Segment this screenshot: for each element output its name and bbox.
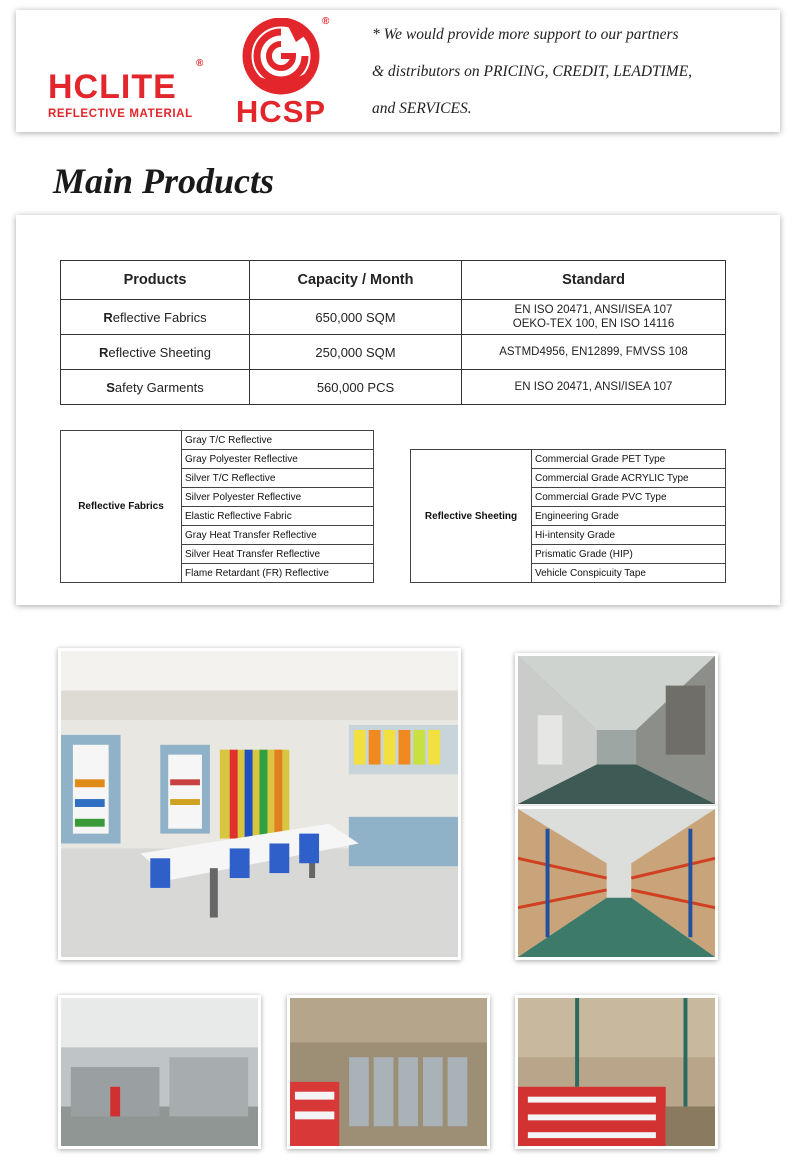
header-banner	[16, 10, 780, 132]
warehouse-racks-photo	[515, 806, 718, 960]
hclite-logo-text: HCLITE	[48, 68, 177, 106]
item-cell: Commercial Grade ACRYLIC Type	[532, 469, 726, 488]
table-row	[411, 450, 726, 469]
capacity-cell: 650,000 SQM	[250, 300, 462, 335]
main-products-title: Main Products	[53, 161, 275, 201]
capacity-cell: 250,000 SQM	[250, 335, 462, 370]
hcsp-emblem-icon	[226, 18, 336, 98]
item-cell: Vehicle Conspicuity Tape	[532, 564, 726, 583]
production-floor-photo	[58, 995, 261, 1149]
showroom-photo	[58, 648, 461, 960]
standard-line: EN ISO 20471, ANSI/ISEA 107	[514, 304, 673, 316]
capacity-cell: 560,000 PCS	[250, 370, 462, 405]
standard-cell: ASTMD4956, EN12899, FMVSS 108	[462, 335, 726, 370]
standard-cell	[462, 300, 726, 335]
table-row	[61, 300, 726, 335]
registered-mark: ®	[196, 58, 204, 69]
product-initial: S	[106, 379, 115, 395]
item-cell: Commercial Grade PVC Type	[532, 488, 726, 507]
hclite-logo	[48, 70, 193, 120]
hclite-logo-subtitle: REFLECTIVE MATERIAL	[48, 108, 193, 120]
hcsp-logo-text: HCSP	[235, 94, 327, 129]
table-row	[61, 431, 374, 450]
column-header: Products	[61, 261, 250, 300]
standard-line: OEKO-TEX 100, EN ISO 14116	[512, 318, 675, 330]
product-name: eflective Fabrics	[112, 309, 207, 325]
hcsp-logo	[226, 18, 336, 128]
column-header: Standard	[462, 261, 726, 300]
slogan-line: & distributors on PRICING, CREDIT, LEADTIME,	[372, 63, 693, 80]
item-cell: Silver Polyester Reflective	[182, 488, 374, 507]
category-cell: Reflective Fabrics	[61, 431, 182, 583]
products-panel	[16, 215, 780, 605]
item-cell: Elastic Reflective Fabric	[182, 507, 374, 526]
registered-mark-hcsp: ®	[322, 16, 330, 27]
item-cell: Commercial Grade PET Type	[532, 450, 726, 469]
product-cell	[61, 370, 250, 405]
product-name: afety Garments	[114, 379, 204, 395]
fabrics-table	[60, 430, 374, 583]
product-name: eflective Sheeting	[108, 344, 211, 360]
table-header-row	[61, 261, 726, 300]
item-cell: Silver Heat Transfer Reflective	[182, 545, 374, 564]
product-initial: R	[103, 309, 113, 325]
category-cell: Reflective Sheeting	[411, 450, 532, 583]
item-cell: Gray Heat Transfer Reflective	[182, 526, 374, 545]
product-initial: R	[98, 344, 109, 360]
item-cell: Silver T/C Reflective	[182, 469, 374, 488]
warehouse-corridor-photo	[515, 653, 718, 807]
product-cell	[61, 300, 250, 335]
partner-slogan	[372, 24, 772, 135]
column-header: Capacity / Month	[250, 261, 462, 300]
item-cell: Gray Polyester Reflective	[182, 450, 374, 469]
slogan-line: * We would provide more support to our partners	[372, 26, 679, 43]
product-cell	[61, 335, 250, 370]
tape-rolls-photo	[287, 995, 490, 1149]
table-row	[61, 335, 726, 370]
item-cell: Hi-intensity Grade	[532, 526, 726, 545]
capacity-table	[60, 260, 726, 405]
item-cell: Gray T/C Reflective	[182, 431, 374, 450]
slogan-line: and SERVICES.	[372, 100, 472, 117]
table-row	[61, 370, 726, 405]
standard-cell: EN ISO 20471, ANSI/ISEA 107	[462, 370, 726, 405]
sheeting-table	[410, 449, 726, 583]
item-cell: Prismatic Grade (HIP)	[532, 545, 726, 564]
inventory-photo	[515, 995, 718, 1149]
item-cell: Engineering Grade	[532, 507, 726, 526]
item-cell: Flame Retardant (FR) Reflective	[182, 564, 374, 583]
